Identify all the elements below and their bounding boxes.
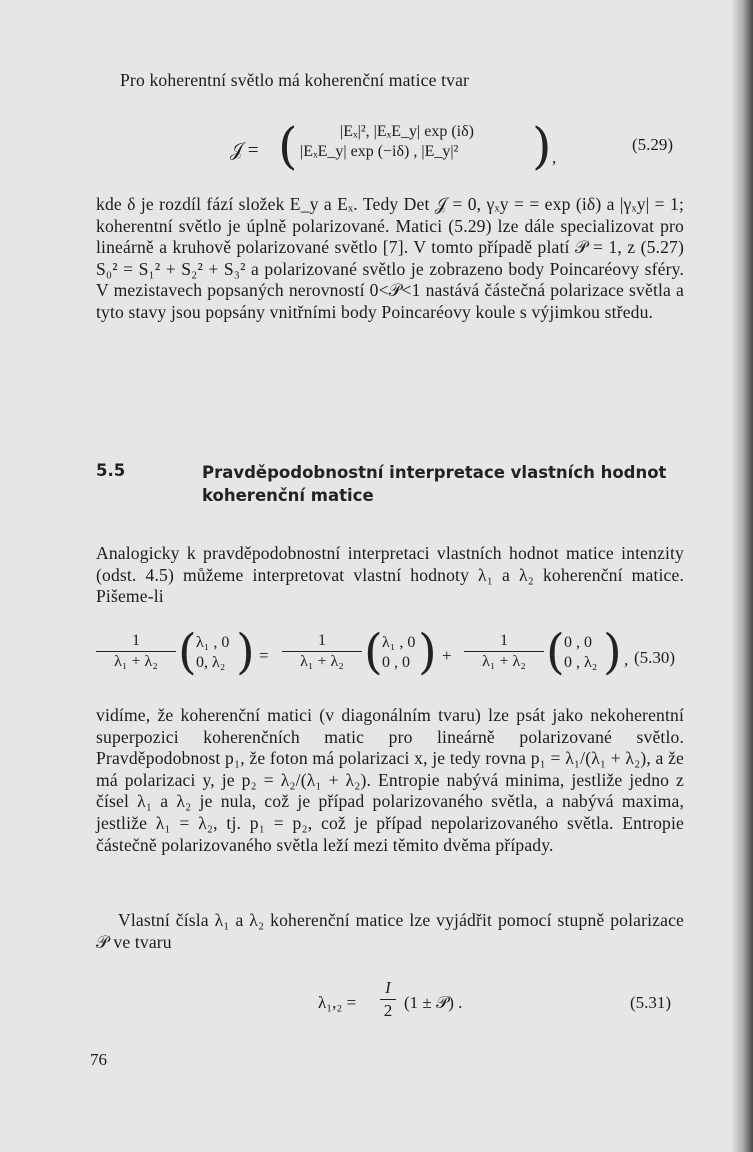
eq-5-30-plus: + bbox=[442, 646, 452, 665]
eq-5-30-m2-right-paren: ) bbox=[418, 624, 437, 680]
eq-5-30-equals: = bbox=[259, 646, 269, 665]
eq-5-29-row1: |Eₓ|², |EₓE_y| exp (iδ) bbox=[340, 123, 474, 140]
eq-5-29-matrix bbox=[300, 122, 474, 162]
eq-5-30-matrix-2 bbox=[382, 633, 415, 673]
paragraph-1: kde δ je rozdíl fází složek E_y a Eₓ. Tedy Det 𝒥 = 0, γₓy = = exp (iδ) a |γₓy| = 1; koherentní světlo je úplně polarizované. Matici (5.29) lze dále specializovat pro lineárně a kruhově polarizované světlo [7]. V tomto případě platí 𝒫 = 1, z (5.27) S₀² = S₁² + S₂² + S₃² a polarizované světlo je zobrazeno body Poincaréovy sféry. V mezistavech popsaných nerovností 0<𝒫<1 nastává částečná polarizace světla a tyto stavy jsou popsány vnitřními body Poincaréovy koule s výjimkou středu. bbox=[96, 194, 684, 322]
eq-5-30-frac-1-den: λ₁ + λ₂ bbox=[114, 653, 158, 670]
eq-5-30-m3-row1: 0 , 0 bbox=[564, 634, 592, 651]
eq-5-29-left-paren: ( bbox=[278, 117, 298, 175]
eq-5-30-m1-row2: 0, λ₂ bbox=[196, 654, 226, 671]
eq-5-30-frac-2-den: λ₁ + λ₂ bbox=[300, 653, 344, 670]
eq-5-31-rhs: (1 ± 𝒫) . bbox=[404, 993, 463, 1012]
eq-5-31-number: (5.31) bbox=[630, 993, 672, 1012]
eq-5-30-frac-1-num: 1 bbox=[132, 632, 140, 649]
eq-5-31-frac-bar bbox=[380, 999, 396, 1000]
eq-5-30-frac-1-bar bbox=[96, 651, 176, 652]
eq-5-30-m3-row2: 0 , λ₂ bbox=[564, 654, 598, 671]
section-title: Pravděpodobnostní interpretace vlastních hodnot koherenční matice bbox=[202, 463, 667, 505]
eq-5-30-frac-2-num: 1 bbox=[318, 632, 326, 649]
eq-5-29-trail: , bbox=[552, 148, 557, 167]
eq-5-30-frac-2 bbox=[282, 632, 362, 671]
eq-5-30-frac-3-den: λ₁ + λ₂ bbox=[482, 653, 526, 670]
eq-5-30-m1-right-paren: ) bbox=[236, 624, 255, 680]
eq-5-29-number: (5.29) bbox=[632, 135, 674, 154]
page-number: 76 bbox=[90, 1050, 107, 1069]
eq-5-30-m1-row1: λ₁ , 0 bbox=[196, 634, 230, 651]
eq-5-30-number: (5.30) bbox=[634, 648, 676, 667]
eq-5-29-right-paren: ) bbox=[532, 117, 552, 175]
eq-5-29-lhs: 𝒥 = bbox=[230, 140, 259, 161]
eq-5-30-matrix-3 bbox=[564, 633, 597, 673]
intro-line: Pro koherentní světlo má koherenční matice tvar bbox=[120, 70, 470, 90]
page-edge-shadow bbox=[731, 0, 753, 1152]
eq-5-31-lhs: λ₁,₂ = bbox=[318, 993, 357, 1012]
eq-5-31-frac-num: I bbox=[385, 978, 391, 997]
paragraph-4: Vlastní čísla λ₁ a λ₂ koherenční matice lze vyjádřit pomocí stupně polarizace 𝒫 ve tvaru bbox=[96, 910, 684, 952]
eq-5-30-m1-left-paren: ( bbox=[178, 624, 197, 680]
eq-5-31-frac-den: 2 bbox=[383, 1001, 393, 1020]
eq-5-31-frac bbox=[380, 978, 396, 1021]
eq-5-30-trail: , bbox=[624, 650, 629, 669]
eq-5-30-frac-3 bbox=[464, 632, 544, 671]
eq-5-30-m3-left-paren: ( bbox=[546, 624, 565, 680]
section-number: 5.5 bbox=[96, 461, 126, 480]
eq-5-30-frac-2-bar bbox=[282, 651, 362, 652]
paragraph-2: Analogicky k pravděpodobnostní interpretaci vlastních hodnot matice intenzity (odst. 4.5) můžeme interpretovat vlastní hodnoty λ₁ a λ₂ koherenční matice. Pišeme-li bbox=[96, 543, 684, 607]
eq-5-30-m2-row1: λ₁ , 0 bbox=[382, 634, 416, 651]
eq-5-30-m2-row2: 0 , 0 bbox=[382, 654, 410, 671]
eq-5-30-m2-left-paren: ( bbox=[364, 624, 383, 680]
eq-5-30-matrix-1 bbox=[196, 633, 229, 673]
eq-5-30-frac-3-num: 1 bbox=[500, 632, 508, 649]
paragraph-3: vidíme, že koherenční matici (v diagonálním tvaru) lze psát jako nekoherentní superpozici koherenčních matic pro lineárně polarizované světlo. Pravděpodobnost p₁, že foton má polarizaci x, je tedy rovna p₁ = λ₁/(λ₁ + λ₂), a že má polarizaci y, je p₂ = λ₂/(λ₁ + λ₂). Entropie nabývá minima, jestliže jedno z čísel λ₁ a λ₂ je nula, což je případ polarizovaného světla, a nabývá maxima, jestliže λ₁ = λ₂, tj. p₁ = p₂, což je případ nepolarizovaného světla. Entropie částečně polarizovaného světla leží mezi těmito dvěma případy. bbox=[96, 705, 684, 855]
eq-5-30-frac-3-bar bbox=[464, 651, 544, 652]
eq-5-30-m3-right-paren: ) bbox=[603, 624, 622, 680]
eq-5-29-row2: |EₓE_y| exp (−iδ) , |E_y|² bbox=[300, 143, 459, 160]
eq-5-30-frac-1 bbox=[96, 632, 176, 671]
